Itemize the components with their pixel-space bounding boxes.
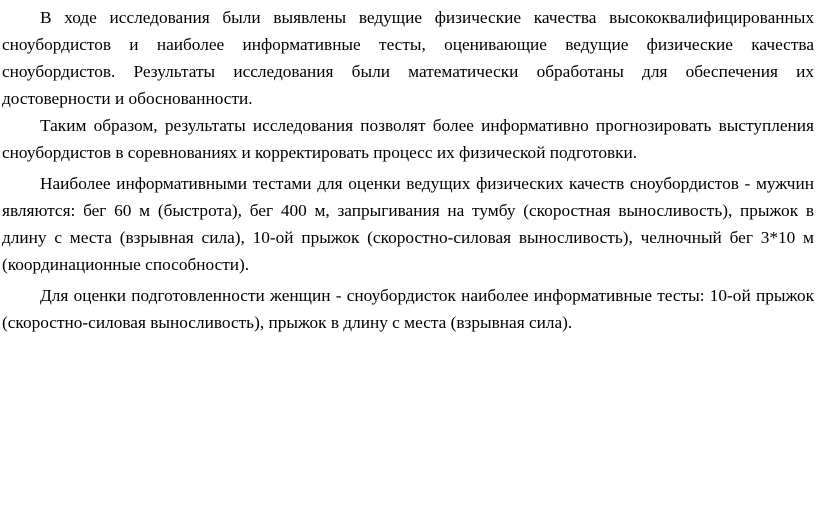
- paragraph-conclusion: Таким образом, результаты исследования позволят более информативно прогнозировать выступления сноубордистов в соревнованиях и корректировать процесс их физической подготовки.: [2, 116, 814, 162]
- paragraph-findings: В ходе исследования были выявлены ведущие физические качества высококвалифицированных сноубордистов и наиболее информативные тесты, оценивающие ведущие физические качества сноубордистов. Результаты исследования были математически обработаны для обеспечения их достоверности и обоснованности.: [2, 8, 814, 108]
- document-body: [2, 4, 814, 336]
- paragraph-men-tests: Наиболее информативными тестами для оценки ведущих физических качеств сноубордистов - мужчин являются: бег 60 м (быстрота), бег 400 м, запрыгивания на тумбу (скоростная выносливость), прыжок в длину с места (взрывная сила), 10-ой прыжок (скоростно-силовая выносливость), челночный бег 3*10 м (координационные способности).: [2, 174, 814, 274]
- paragraph-women-tests: Для оценки подготовленности женщин - сноубордисток наиболее информативные тесты: 10-ой прыжок (скоростно-силовая выносливость), прыжок в длину с места (взрывная сила).: [2, 286, 814, 332]
